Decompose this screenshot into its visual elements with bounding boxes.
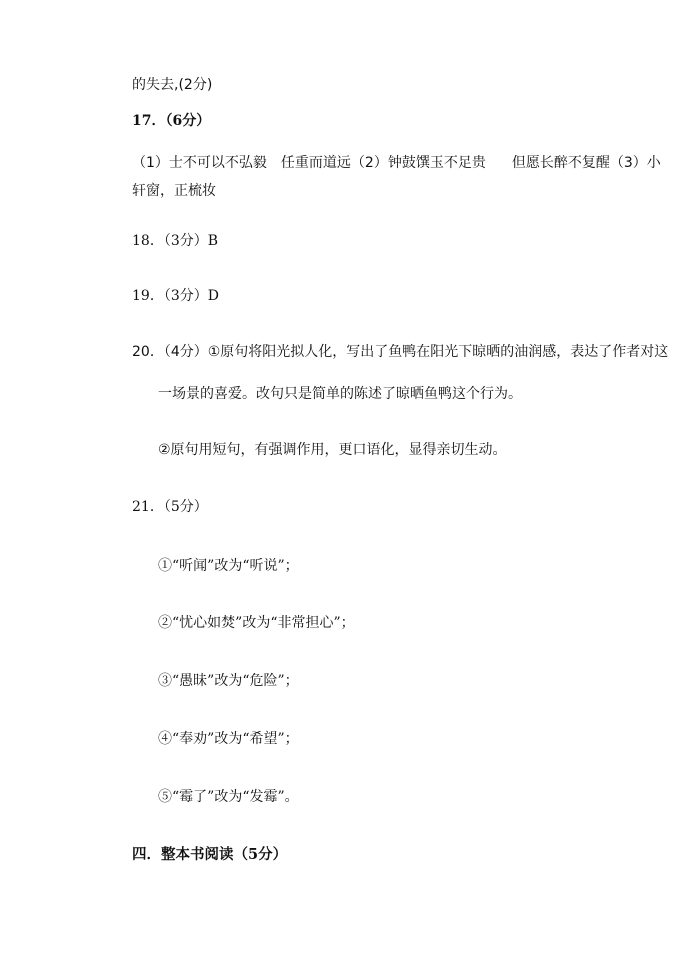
- q17-part-2: 任重而道远（2）钟鼓馔玉不足贵: [280, 155, 486, 171]
- question-21-header: 21．（5分）: [132, 499, 208, 515]
- question-18-answer: 18．（3分）B: [132, 233, 219, 249]
- question-20-answer-line-3: ②原句用短句，有强调作用，更口语化，显得亲切生动。: [158, 442, 507, 458]
- question-21-item-5: ⑤“霉了”改为“发霉”。: [158, 789, 299, 805]
- question-19-answer: 19．（3分）D: [132, 288, 219, 304]
- question-21-item-2: ②“忧心如焚”改为“非常担心”；: [158, 615, 355, 631]
- continued-answer-line: 的失去,(2分): [132, 77, 213, 93]
- question-20-answer-line-2: 一场景的喜爱。改句只是简单的陈述了晾晒鱼鸭这个行为。: [158, 386, 522, 402]
- q17-part-3: 但愿长醉不复醒（3）小: [511, 155, 661, 171]
- question-17-header: 17．（6分）: [132, 113, 211, 129]
- question-20-answer-line-1: 20．（4分）①原句将阳光拟人化，写出了鱼鸭在阳光下晾晒的油润感，表达了作者对这: [132, 344, 669, 360]
- question-17-answer-line-1: [132, 154, 661, 172]
- question-17-answer-line-2: 轩窗，正梳妆: [132, 183, 216, 199]
- section-4-title: 四．整本书阅读（5分）: [132, 846, 288, 863]
- question-21-item-3: ③“愚昧”改为“危险”；: [158, 673, 299, 689]
- q17-part-1: （1）士不可以不弘毅: [132, 155, 267, 171]
- question-21-item-4: ④“奉劝”改为“希望”；: [158, 731, 299, 747]
- question-21-item-1: ①“听闻”改为“听说”；: [158, 558, 299, 574]
